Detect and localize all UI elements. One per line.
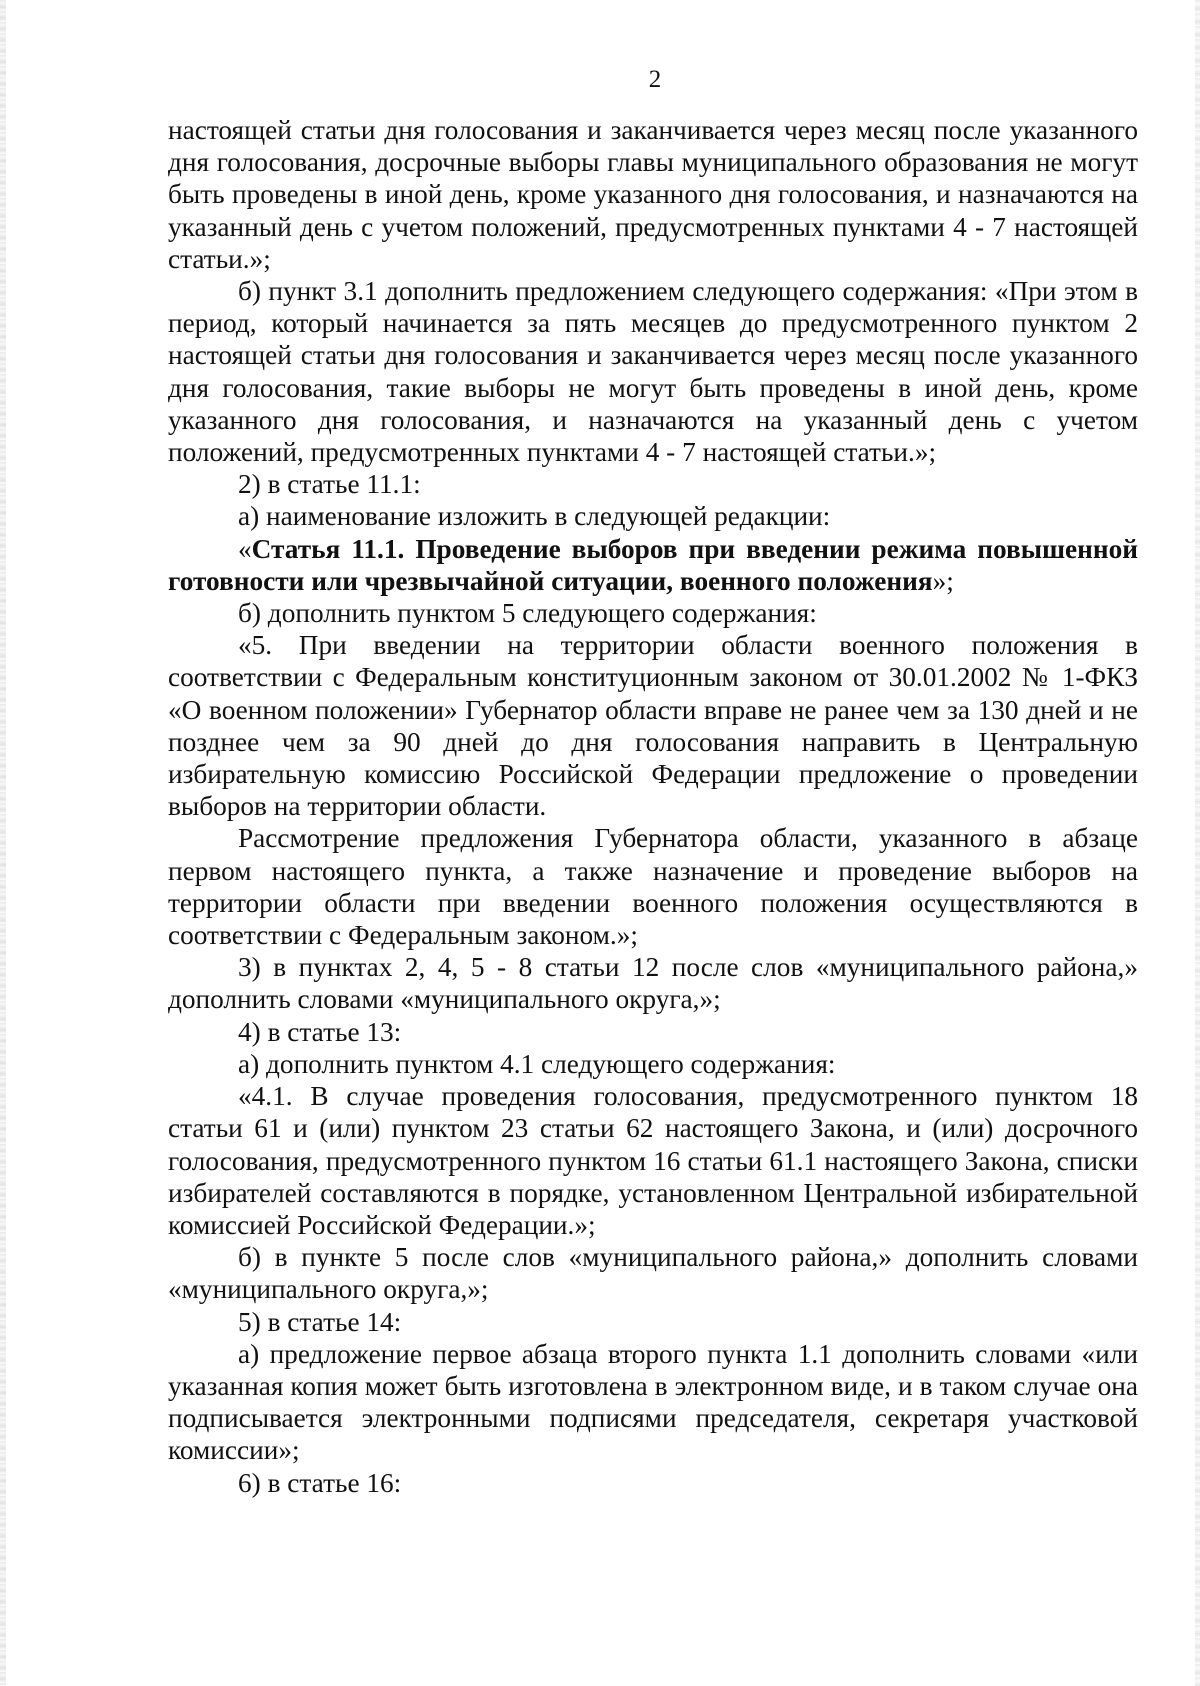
paragraph-point-4-1: «4.1. В случае проведения голосования, предусмотренного пунктом 18 статьи 61 и (или) пунктом 23 статьи 62 настоящего Закона, и (или) досрочного голосования, предусмотренного пунктом 16 статьи 61.1 настоящего Закона, списки избирателей составляются в порядке, установленном Центральной избирательной комиссией Российской Федерации.»; <box>168 1081 1138 1240</box>
paragraph-item-b-3-1: б) пункт 3.1 дополнить предложением следующего содержания: «При этом в период, который начинается за пять месяцев до предусмотренного пунктом 2 настоящей статьи дня голосования и заканчивается через месяц после указанного дня голосования, такие выборы не могут быть проведены в иной день, кроме указанного дня голосования, и назначаются на указанный день с учетом положений, предусмотренных пунктами 4 - 7 настоящей статьи.»; <box>168 276 1138 468</box>
paragraph-item-5: 5) в статье 14: <box>238 1306 402 1337</box>
scan-edge-left <box>0 0 6 1686</box>
article-title-bold: Статья 11.1. Проведение выборов при введении режима повышенной готовности или чрезвычайной ситуации, военного положения <box>168 533 1138 596</box>
paragraph-item-6: 6) в статье 16: <box>238 1467 402 1498</box>
paragraph-item-b-point-5: б) дополнить пунктом 5 следующего содержания: <box>238 598 817 629</box>
scan-edge-right <box>1195 0 1200 1686</box>
page-number: 2 <box>648 66 662 93</box>
quote-open: « <box>238 533 252 564</box>
quote-close: »; <box>932 565 954 596</box>
paragraph-item-4-a: а) дополнить пунктом 4.1 следующего содержания: <box>238 1048 836 1079</box>
paragraph-item-a-title: а) наименование изложить в следующей редакции: <box>238 501 831 532</box>
paragraph-item-5-a: а) предложение первое абзаца второго пункта 1.1 дополнить словами «или указанная копия может быть изготовлена в электронном виде, и в таком случае она подписывается электронными подписями председателя, секретаря участковой комиссии»; <box>168 1338 1138 1466</box>
paragraph-item-4-b: б) в пункте 5 после слов «муниципального района,» дополнить словами «муниципального округа,»; <box>168 1242 1138 1305</box>
paragraph-continuation: настоящей статьи дня голосования и заканчивается через месяц после указанного дня голосования, досрочные выборы главы муниципального образования не могут быть проведены в иной день, кроме указанного дня голосования, и назначаются на указанный день с учетом положений, предусмотренных пунктами 4 - 7 настоящей статьи.»; <box>168 115 1138 274</box>
document-body <box>168 114 1138 1499</box>
paragraph-consideration: Рассмотрение предложения Губернатора области, указанного в абзаце первом настоящего пункта, а также назначение и проведение выборов на территории области при введении военного положения осуществляются в соответствии с Федеральным законом.»; <box>168 823 1138 951</box>
paragraph-item-3: 3) в пунктах 2, 4, 5 - 8 статьи 12 после слов «муниципального района,» дополнить словами «муниципального округа,»; <box>168 952 1138 1015</box>
paragraph-item-2-article-11-1: 2) в статье 11.1: <box>238 469 421 500</box>
paragraph-point-5-text: «5. При введении на территории области военного положения в соответствии с Федеральным конституционным законом от 30.01.2002 № 1-ФКЗ «О военном положении» Губернатор области вправе не ранее чем за 130 дней и не позднее чем за 90 дней до дня голосования направить в Центральную избирательную комиссию Российской Федерации предложение о проведении выборов на территории области. <box>168 630 1138 822</box>
paragraph-article-title <box>168 533 1138 597</box>
paragraph-item-4: 4) в статье 13: <box>238 1016 402 1047</box>
